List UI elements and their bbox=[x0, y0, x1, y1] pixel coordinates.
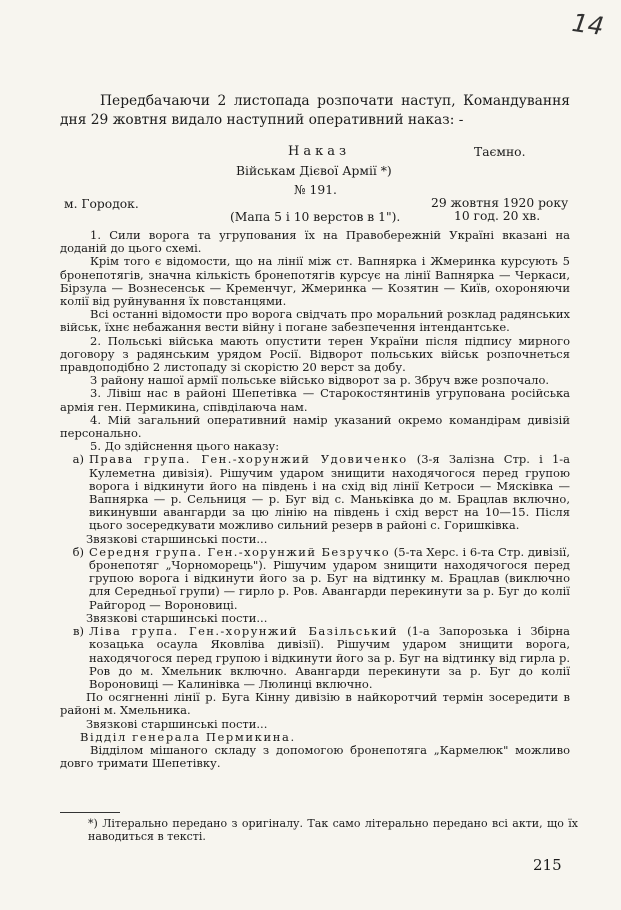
order-addressee: Військам Дієвої Армії *) bbox=[236, 164, 392, 178]
order-date: 29 жовтня 1920 року bbox=[431, 196, 569, 210]
group-left-text: (1-а Запорозька і Збірна козацька осаула Яковліва дивізії). Рішучим ударом знищити ворога, находячогося перед групою і відкинути його за р. Буг на відтинку від гирла р. Ров до м. Хмельник включно. Авангарди перекинути за р. Буг до колії Вороновиці — Калинівка — Люлинці включно. bbox=[89, 624, 570, 691]
footnote: *) Літерально передано з оригіналу. Так само літерально передано всі акти, що їх наводиться в тексті. bbox=[88, 817, 578, 843]
group-left-heading: Ліва група. Ген.-хорунжий Базільський bbox=[89, 624, 398, 639]
order-time: 10 год. 20 хв. bbox=[454, 209, 541, 223]
group-right-posts: Звязкові старшинські пости... bbox=[86, 531, 268, 546]
group-middle bbox=[60, 546, 570, 625]
order-number: № 191. bbox=[294, 183, 337, 197]
order-body bbox=[60, 229, 570, 770]
group-right-heading: Права група. Ген.-хорунжий Удовиченко bbox=[89, 452, 408, 467]
group-right-marker: а) bbox=[72, 452, 84, 467]
handwritten-page-mark: 14 bbox=[570, 7, 606, 42]
order-title: Наказ bbox=[288, 144, 351, 159]
paragraph-8: 5. До здійснення цього наказу: bbox=[90, 439, 280, 454]
group-middle-marker: б) bbox=[72, 544, 84, 559]
group-right-text: (3-я Залізна Стр. і 1-а Кулеметна дивізія). Рішучим ударом знищити находячогося перед групою ворога і відкинути його на південь і на схід від лінії Кетроси — Мясківка — Вапнярка — р. Сельниця — р. Буг від с. Маньківка до м. Брацлав включно, викинувши авангарди за цю лінію на південь і схід верст на 10—15. Після цього зосередкувати можливо сильний резерв в районі с. Горишківка. bbox=[89, 452, 570, 533]
paragraph-5: З району нашої армії польське військо відворот за р. Збруч вже розпочало. bbox=[90, 373, 550, 388]
group-left-posts: Звязкові старшинські пости... bbox=[86, 716, 268, 731]
group-left-extra: По осягненні лінії р. Буга Кінну дивізію в найкоротчий термін зосередити в районі м. Хмельника. bbox=[60, 690, 570, 718]
footnote-rule bbox=[60, 812, 120, 813]
paragraph-6: 3. Лівіш нас в районі Шепетівка — Старокостянтинів угрупована російська армія ген. Пермикина, співділаюча нам. bbox=[60, 386, 570, 414]
paragraph-7: 4. Мій загальний оперативний намір указаний окремо командірам дивізій персонально. bbox=[60, 412, 570, 441]
paragraph-1: 1. Сили ворога та угрупования їх на Правобережній Україні вказані на доданій до цього схемі. bbox=[60, 228, 570, 256]
intro-paragraph: Передбачаючи 2 листопада розпочати наступ, Командування дня 29 жовтня видало наступний оперативний наказ: - bbox=[60, 93, 570, 128]
order-place: м. Городок. bbox=[64, 197, 139, 211]
group-right bbox=[60, 453, 570, 545]
group-middle-posts: Звязкові старшинські пости... bbox=[86, 610, 268, 625]
group-left-marker: в) bbox=[73, 624, 84, 639]
permykin-heading: Відділ генерала Пермикина. bbox=[80, 729, 296, 744]
group-middle-heading: Середня група. Ген.-хорунжий Безручко bbox=[89, 544, 391, 559]
group-left bbox=[60, 625, 570, 731]
group-middle-text: (5-та Херс. і 6-та Стр. дивізії, бронепотяг „Чорноморець"). Рішучим ударом знищити находячогося перед групою ворога і відкинути його за р. Буг на відтинку м. Брацлав (виключно для Середньої групи) — гирло р. Ров. Авангарди перекинути за р. Буг до колії Райгород — Вороновиці. bbox=[89, 544, 571, 612]
secret-label: Таємно. bbox=[474, 145, 526, 159]
paragraph-3: Всі останні відомости про ворога свідчать про моральний розклад радянських військ, їхнє небажання вести війну і погане забезпечення інтендантське. bbox=[60, 307, 570, 335]
paragraph-2: Крім того є відомости, що на лінії між ст. Вапнярка і Жмеринка курсують 5 бронепотягів, значна кількість бронепотягів курсує на лінії Вапнярка — Черкаси, Бірзула — Вознесенськ — Кременчуг, Жмеринка — Козятин — Київ, охороняючи колії від руйнування їх повстанцями. bbox=[60, 254, 570, 309]
paragraph-4: 2. Польські війська мають опустити терен України після підпису мирного договору з радянським урядом Росії. Відворот польських військ розпочнеться правдоподібно 2 листопаду зі скорістю 20 верст за добу. bbox=[60, 333, 570, 375]
permykin-text: Відділом мішаного складу з допомогою бронепотяга „Кармелюк" можливо довго тримати Шепетівку. bbox=[60, 742, 570, 771]
map-note: (Мапа 5 і 10 верстов в 1"). bbox=[230, 210, 401, 224]
page-number: 215 bbox=[533, 856, 562, 874]
